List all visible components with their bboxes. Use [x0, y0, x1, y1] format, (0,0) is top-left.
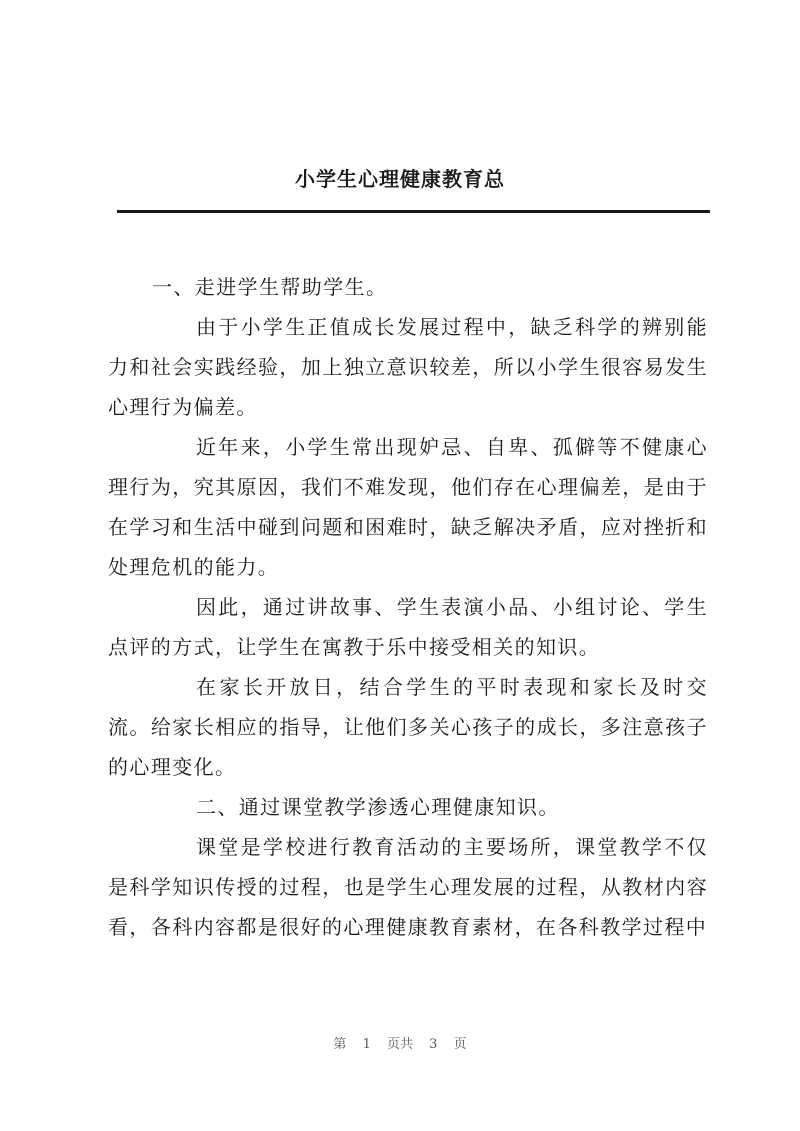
footer-prefix: 第 [333, 1037, 347, 1052]
paragraph: 近年来，小学生常出现妒忌、自卑、孤僻等不健康心理行为，究其原因，我们不难发现，他们存在心理偏差，是由于在学习和生活中碰到问题和困难时，缺乏解决矛盾，应对挫折和处理危机的能力。 [108, 435, 708, 579]
section-heading-2: 二、通过课堂教学渗透心理健康知识。 [196, 795, 560, 819]
footer-suffix: 页 [453, 1037, 467, 1052]
footer-middle: 页共 [386, 1037, 413, 1052]
total-pages-number: 3 [429, 1037, 438, 1052]
paragraph: 课堂是学校进行教育活动的主要场所，课堂教学不仅是科学知识传授的过程，也是学生心理发展的过程，从教材内容看，各科内容都是很好的心理健康教育素材，在各科教学过程中 [108, 835, 708, 939]
page-number-footer [0, 1033, 800, 1052]
title-underline [117, 210, 710, 213]
current-page-number: 1 [362, 1037, 371, 1052]
document-body [108, 267, 708, 947]
paragraph: 在家长开放日，结合学生的平时表现和家长及时交流。给家长相应的指导，让他们多关心孩子的成长，多注意孩子的心理变化。 [108, 675, 708, 779]
section-heading-1: 一、走进学生帮助学生。 [152, 275, 388, 299]
page-title: 小学生心理健康教育总 [295, 167, 505, 191]
paragraph: 因此，通过讲故事、学生表演小品、小组讨论、学生点评的方式，让学生在寓教于乐中接受相关的知识。 [108, 595, 708, 659]
paragraph: 由于小学生正值成长发展过程中，缺乏科学的辨别能力和社会实践经验，加上独立意识较差，所以小学生很容易发生心理行为偏差。 [108, 315, 708, 419]
